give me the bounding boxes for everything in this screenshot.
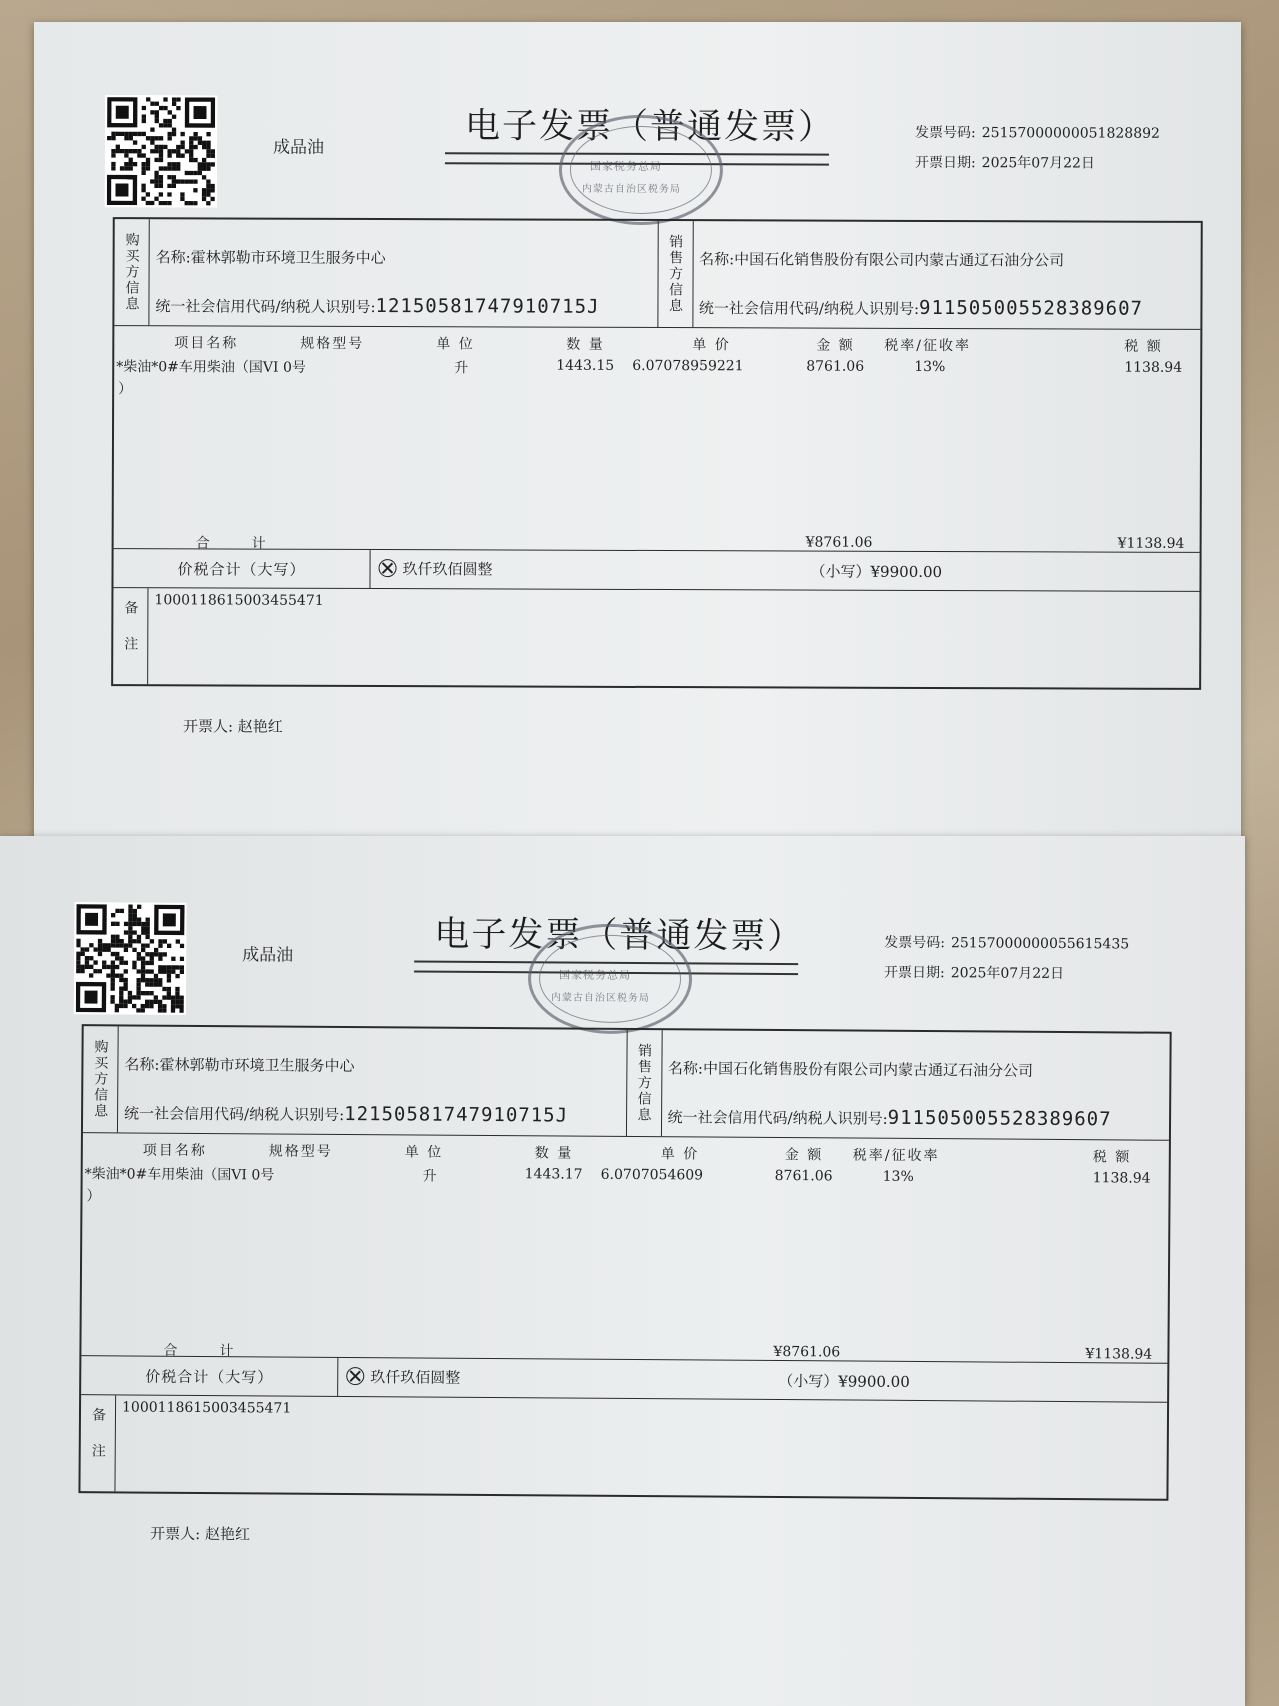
sum-label: 价税合计（大写） bbox=[113, 549, 370, 588]
buyer-label: 购买方信息 bbox=[114, 219, 149, 325]
item-unit: 升 bbox=[454, 360, 469, 377]
seller-name: 中国石化销售股份有限公司内蒙古通辽石油分公司 bbox=[702, 1059, 1034, 1080]
date-label: 开票日期: bbox=[914, 154, 976, 172]
seller-code-label: 统一社会信用代码/纳税人识别号: bbox=[698, 299, 920, 318]
sum-caps: 玖仟玖佰圆整 bbox=[402, 560, 493, 579]
header-rate: 税率/征收率 bbox=[852, 1147, 940, 1165]
total-tax: ¥1138.94 bbox=[1117, 535, 1185, 552]
item-tax: 1138.94 bbox=[1092, 1170, 1151, 1187]
party-row bbox=[83, 1026, 1170, 1141]
seal-text-line1: 国家税务总局 bbox=[589, 159, 662, 174]
total-label: 合 计 bbox=[195, 535, 266, 552]
sum-value bbox=[338, 1358, 1167, 1402]
sum-row bbox=[113, 549, 1199, 592]
header-item: 项目名称 bbox=[142, 1142, 207, 1160]
remark-text: 1000118615003455471 bbox=[121, 1399, 292, 1417]
tax-seal-stamp bbox=[559, 115, 723, 226]
header-unit: 单 位 bbox=[404, 1144, 444, 1161]
date-label: 开票日期: bbox=[884, 964, 945, 982]
seal-text-line2: 内蒙古自治区税务局 bbox=[550, 992, 650, 1005]
header-spec: 规格型号 bbox=[300, 335, 365, 352]
header-qty: 数 量 bbox=[534, 1145, 574, 1162]
items-section bbox=[81, 1133, 1169, 1364]
buyer-name: 霍林郭勒市环境卫生服务中心 bbox=[190, 248, 386, 268]
item-unit: 升 bbox=[422, 1168, 437, 1185]
header-spec: 规格型号 bbox=[268, 1143, 333, 1160]
invoice-category: 成品油 bbox=[242, 945, 294, 966]
sum-small: （小写）¥9900.00 bbox=[778, 1372, 910, 1391]
remark-label: 备注 bbox=[80, 1395, 116, 1491]
item-qty: 1443.17 bbox=[524, 1166, 583, 1183]
header-tax: 税 额 bbox=[1124, 338, 1163, 355]
seal-text-line1: 国家税务总局 bbox=[559, 968, 632, 982]
total-tax: ¥1138.94 bbox=[1085, 1346, 1153, 1363]
seller-info bbox=[661, 1030, 1169, 1140]
buyer-code-label: 统一社会信用代码/纳税人识别号: bbox=[155, 297, 376, 317]
item-amount: 8761.06 bbox=[774, 1167, 833, 1185]
header-amount: 金 额 bbox=[816, 337, 855, 354]
buyer-label: 购买方信息 bbox=[83, 1026, 119, 1132]
invoice-no-label: 发票号码: bbox=[915, 124, 976, 142]
invoice-no-label: 发票号码: bbox=[884, 934, 946, 952]
sum-small: （小写）¥9900.00 bbox=[810, 562, 943, 582]
buyer-code-label: 统一社会信用代码/纳税人识别号: bbox=[124, 1104, 345, 1124]
item-name-wrap: ） bbox=[118, 381, 133, 398]
item-name-wrap: ） bbox=[86, 1188, 101, 1205]
invoice-1 bbox=[83, 65, 1226, 809]
item-name: *柴油*0#车用柴油（国VI 0号 bbox=[84, 1166, 275, 1184]
qr-code-icon bbox=[74, 902, 187, 1015]
remark-text: 1000118615003455471 bbox=[154, 592, 324, 609]
buyer-code: 12150581747910715J bbox=[344, 1102, 569, 1127]
header-rate: 税率/征收率 bbox=[884, 337, 972, 355]
invoice-sheet-2 bbox=[0, 836, 1245, 1706]
invoice-no: 25157000000051828892 bbox=[981, 125, 1160, 142]
sum-caps: 玖仟玖佰圆整 bbox=[370, 1368, 461, 1387]
issuer: 开票人: 赵艳红 bbox=[182, 717, 283, 736]
total-amount: ¥8761.06 bbox=[805, 534, 873, 551]
item-amount: 8761.06 bbox=[806, 358, 865, 375]
invoice-date: 2025年07月22日 bbox=[981, 155, 1095, 172]
invoice-title: 电子发票（普通发票） bbox=[434, 914, 805, 958]
invoice-category: 成品油 bbox=[272, 137, 325, 158]
total-label: 合 计 bbox=[163, 1342, 234, 1360]
circled-x-icon bbox=[379, 559, 397, 577]
invoice-2 bbox=[49, 872, 1214, 1670]
item-rate: 13% bbox=[882, 1168, 914, 1185]
seller-label: 销售方信息 bbox=[658, 221, 693, 327]
item-name: *柴油*0#车用柴油（国VI 0号 bbox=[116, 359, 306, 376]
item-qty: 1443.15 bbox=[556, 357, 615, 374]
invoice-date: 2025年07月22日 bbox=[950, 965, 1065, 983]
item-rate: 13% bbox=[914, 358, 946, 376]
tax-seal-stamp bbox=[528, 923, 693, 1034]
buyer-name-label: 名称: bbox=[155, 248, 191, 267]
header-qty: 数 量 bbox=[566, 336, 605, 353]
seller-name-label: 名称: bbox=[699, 250, 735, 269]
item-price: 6.0707054609 bbox=[600, 1166, 704, 1184]
remark-label: 备注 bbox=[113, 588, 148, 684]
party-row bbox=[114, 219, 1200, 330]
header-item: 项目名称 bbox=[174, 335, 239, 352]
header-amount: 金 额 bbox=[784, 1147, 824, 1164]
invoice-meta bbox=[915, 118, 1160, 179]
header-unit: 单 位 bbox=[436, 336, 475, 353]
seller-label: 销售方信息 bbox=[626, 1030, 662, 1136]
qr-code-icon bbox=[105, 95, 217, 207]
seller-name: 中国石化销售股份有限公司内蒙古通辽石油分公司 bbox=[734, 250, 1065, 270]
buyer-info bbox=[149, 219, 658, 327]
item-tax: 1138.94 bbox=[1124, 359, 1183, 376]
circled-x-icon bbox=[346, 1367, 364, 1385]
invoice-sheet-1 bbox=[34, 22, 1241, 844]
buyer-info bbox=[118, 1026, 627, 1136]
invoice-meta bbox=[884, 928, 1129, 990]
sum-label: 价税合计（大写） bbox=[81, 1356, 338, 1396]
invoice-title: 电子发票（普通发票） bbox=[465, 106, 836, 148]
header-price: 单 价 bbox=[692, 337, 731, 354]
seller-name-label: 名称: bbox=[667, 1059, 704, 1078]
invoice-table bbox=[78, 1024, 1171, 1501]
seller-code: 911505005528389607 bbox=[919, 296, 1144, 320]
header-price: 单 价 bbox=[660, 1146, 700, 1163]
seal-text-line2: 内蒙古自治区税务局 bbox=[581, 183, 681, 196]
header-tax: 税 额 bbox=[1092, 1149, 1132, 1166]
invoice-no: 25157000000055615435 bbox=[950, 935, 1130, 953]
buyer-name-label: 名称: bbox=[124, 1055, 160, 1074]
buyer-name: 霍林郭勒市环境卫生服务中心 bbox=[159, 1055, 355, 1076]
seller-info bbox=[693, 221, 1201, 329]
seller-code: 911505005528389607 bbox=[887, 1106, 1112, 1131]
invoice-table bbox=[111, 217, 1203, 690]
issuer: 开票人: 赵艳红 bbox=[150, 1524, 251, 1544]
item-price: 6.07078959221 bbox=[632, 357, 744, 375]
remark-row bbox=[113, 588, 1199, 688]
seller-code-label: 统一社会信用代码/纳税人识别号: bbox=[667, 1108, 888, 1128]
sum-value bbox=[370, 550, 1199, 591]
remark-row bbox=[80, 1395, 1167, 1499]
items-section bbox=[114, 326, 1201, 553]
buyer-code: 12150581747910715J bbox=[375, 295, 600, 318]
total-amount: ¥8761.06 bbox=[773, 1343, 841, 1361]
